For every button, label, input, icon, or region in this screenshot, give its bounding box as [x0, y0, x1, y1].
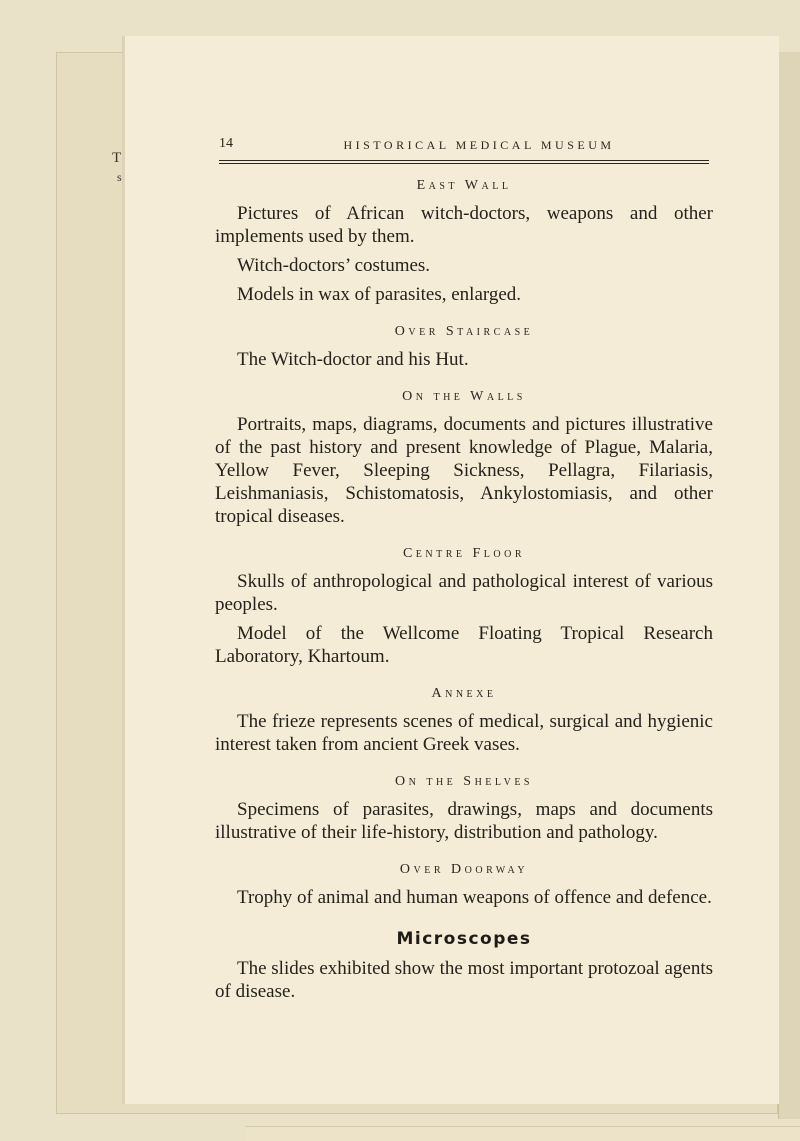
paragraph: Model of the Wellcome Floating Tropical Research Laboratory, Khartoum. — [215, 623, 713, 667]
section-heading: On the Walls — [402, 389, 526, 404]
document-page — [122, 36, 779, 1104]
paragraph: Models in wax of parasites, enlarged. — [237, 284, 522, 305]
section-heading: On the Shelves — [395, 774, 533, 789]
paragraph: Specimens of parasites, drawings, maps and documents illustrative of their life-history, distribution and pathology. — [215, 799, 713, 843]
paragraph: Witch-doctors’ costumes. — [237, 255, 431, 276]
section — [215, 324, 713, 371]
section — [215, 686, 713, 756]
paragraph: Skulls of anthropological and pathological interest of various peoples. — [215, 571, 713, 615]
section-heading: Centre Floor — [402, 546, 526, 561]
section — [215, 178, 713, 306]
section — [215, 929, 713, 1003]
header-rule — [219, 163, 709, 164]
paragraph: Trophy of animal and human weapons of offence and defence. — [237, 887, 712, 908]
page-number: 14 — [219, 136, 233, 151]
section — [215, 862, 713, 909]
section-heading: Annexe — [431, 686, 497, 701]
paragraph: The Witch-doctor and his Hut. — [237, 349, 469, 370]
section — [215, 546, 713, 668]
header-rule — [219, 160, 709, 161]
paragraph: The frieze represents scenes of medical, surgical and hygienic interest taken from ancient Greek vases. — [215, 711, 713, 755]
paragraph: Portraits, maps, diagrams, documents and pictures illustrative of the past history and present knowledge of Plague, Malaria, Yellow Fever, Sleeping Sickness, Pellagra, Filariasis, Leishmaniasis, Schistomatosis, Ankylostomiasis, and other tropical diseases. — [215, 414, 713, 527]
page-content — [215, 178, 713, 1003]
margin-mark: s — [117, 170, 122, 184]
section-heading: Microscopes — [396, 929, 532, 949]
running-head: HISTORICAL MEDICAL MUSEUM — [343, 138, 615, 152]
adjacent-page-edge — [778, 52, 800, 1119]
section-heading: Over Doorway — [399, 862, 529, 877]
paragraph: The slides exhibited show the most important protozoal agents of disease. — [215, 958, 713, 1002]
page-bottom-edge — [245, 1126, 800, 1141]
paragraph: Pictures of African witch-doctors, weapons and other implements used by them. — [215, 203, 713, 247]
section — [215, 389, 713, 528]
page-header — [219, 134, 709, 156]
margin-mark: T — [112, 150, 122, 166]
section — [215, 774, 713, 844]
section-heading: Over Staircase — [394, 324, 534, 339]
section-heading: East Wall — [416, 178, 512, 193]
